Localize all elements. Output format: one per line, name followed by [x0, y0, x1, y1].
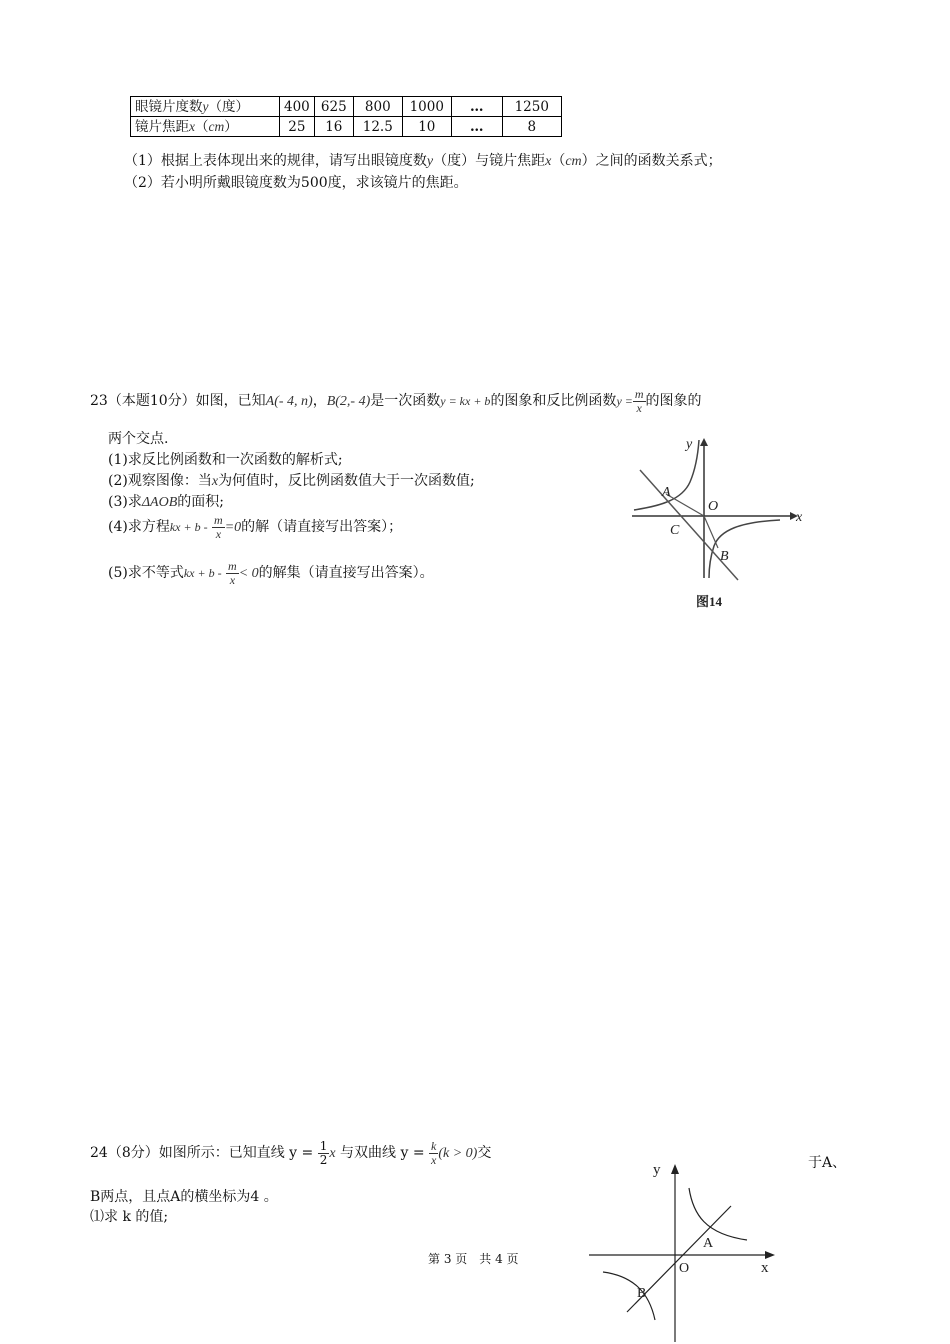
- table-cell: …: [451, 97, 502, 117]
- figure-24: [585, 1152, 785, 1342]
- question-23-sub-1: (1)求反比例函数和一次函数的解析式;: [108, 452, 343, 468]
- hyperbola-branch-upper-right: [689, 1188, 747, 1240]
- question-22-part-1: （1）根据上表体现出来的规律，请写出眼镜度数y（度）与镜片焦距x（cm）之间的函数关系式；: [124, 153, 722, 169]
- table-cell: 25: [280, 117, 315, 137]
- table-cell: 10: [402, 117, 451, 137]
- point-label-B: B: [637, 1286, 647, 1301]
- question-24-intro-tail: 于A、: [808, 1155, 847, 1171]
- table-cell: 12.5: [353, 117, 402, 137]
- table-cell: 625: [314, 97, 353, 117]
- question-23-line-2: 两个交点.: [108, 431, 169, 447]
- y-axis-arrow-icon: [700, 438, 708, 446]
- table-cell: 400: [280, 97, 315, 117]
- question-24-intro: 24（8分）如图所示：已知直线 y = $\frac{1}{2}$ x 与双曲线 y = $\frac{k}{x}$ (k > 0)交: [90, 1139, 492, 1167]
- table-cell: 8: [502, 117, 561, 137]
- x-axis-label: x: [796, 510, 803, 525]
- hyperbola-branch-lower-left: [603, 1272, 655, 1320]
- point-label-C: C: [670, 523, 680, 538]
- table-row: [131, 97, 562, 117]
- table-cell: 1000: [402, 97, 451, 117]
- question-23-sub-3: (3)求ΔAOB的面积;: [108, 494, 224, 510]
- table-cell: 16: [314, 117, 353, 137]
- lens-table: [130, 96, 562, 137]
- figure-14: [620, 430, 820, 620]
- y-axis-arrow-icon: [671, 1164, 679, 1174]
- question-23-intro: 23（本题10分）如图，已知A(- 4, n)，B(2,- 4)是一次函数y = kx + b的图象和反比例函数y = $\frac{m}{x}$ 的图象的: [90, 387, 702, 415]
- question-22-part-2: （2）若小明所戴眼镜度数为500度，求该镜片的焦距。: [124, 175, 468, 191]
- x-axis-arrow-icon: [765, 1251, 775, 1259]
- question-24-line-3: ⑴求 k 的值;: [90, 1209, 169, 1225]
- y-axis-label: y: [653, 1162, 661, 1178]
- table-cell: 1250: [502, 97, 561, 117]
- row-header: 镜片焦距x（cm）: [131, 117, 280, 137]
- table-cell: 800: [353, 97, 402, 117]
- y-axis-label: y: [686, 437, 693, 452]
- point-label-A: A: [703, 1236, 714, 1251]
- point-label-A: A: [662, 485, 671, 500]
- table-cell: …: [451, 117, 502, 137]
- question-24-line-2: B两点，且点A的横坐标为4 。: [90, 1189, 278, 1205]
- question-23-sub-4: (4)求方程kx + b - $\frac{m}{x}$ =0的解（请直接写出答案）；: [108, 513, 403, 541]
- point-label-O: O: [708, 499, 719, 514]
- point-label-O: O: [679, 1261, 690, 1276]
- row-header: 眼镜片度数y（度）: [131, 97, 280, 117]
- figure-caption: 图14: [696, 594, 723, 609]
- question-23-sub-2: (2)观察图像：当x为何值时，反比例函数值大于一次函数值;: [108, 473, 475, 489]
- point-label-B: B: [720, 549, 729, 564]
- page-footer: 第 3 页 共 4 页: [428, 1252, 519, 1266]
- table-row: [131, 117, 562, 137]
- question-23-sub-5: (5)求不等式kx + b - $\frac{m}{x}$ < 0的解集（请直接写出答案）。: [108, 559, 434, 587]
- x-axis-label: x: [761, 1260, 769, 1276]
